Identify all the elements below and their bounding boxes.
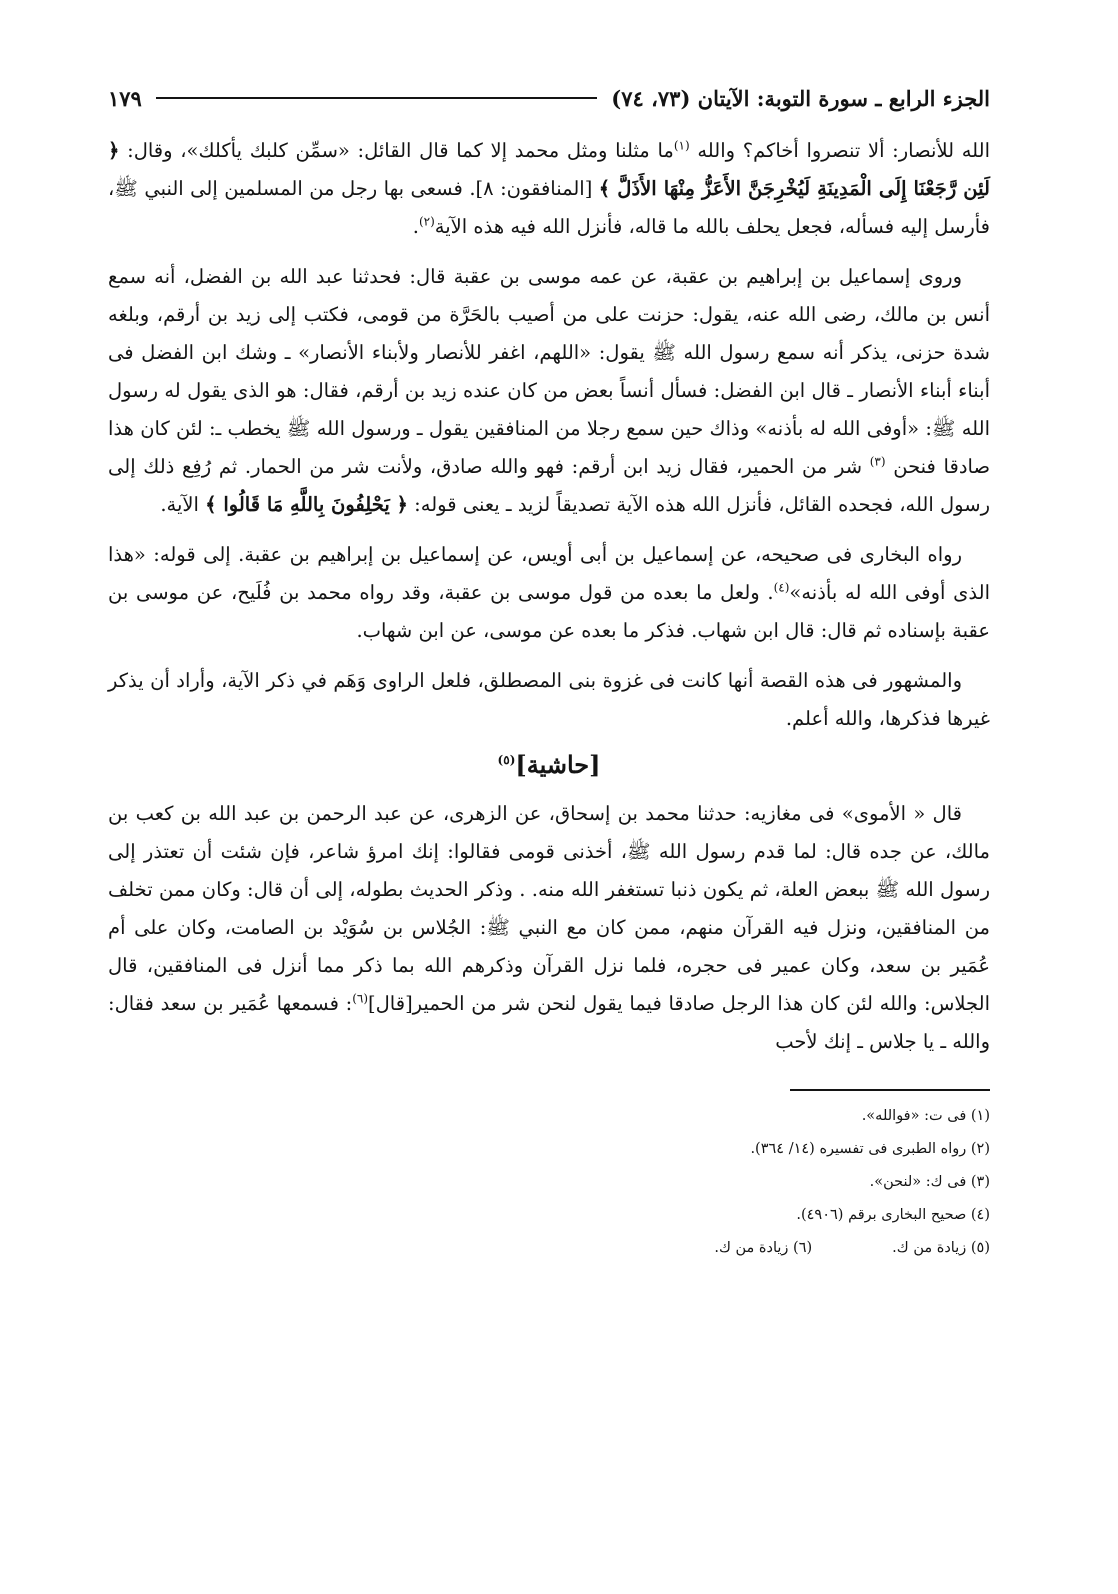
quran-verse: ﴿ لَئِن رَّجَعْنَا إِلَى الْمَدِينَةِ لَيُخْرِجَنَّ الأَعَزُّ مِنْهَا الأَذَلَّ ﴾ — [108, 139, 990, 200]
main-text — [108, 132, 990, 1061]
footnote-ref: (٦) — [352, 991, 369, 1006]
footnotes — [108, 1103, 990, 1262]
footnote-1: (١) فى ت: «فوالله». — [861, 1108, 990, 1124]
footnote-separator — [790, 1089, 990, 1091]
text-run: شر من الحمير، فقال زيد ابن أرقم: فهو والله صادق، ولأنت شر من الحمار. ثم رُفِع ذلك إلى رسول الله، فجحده القائل، فأنزل الله هذه الآية تصديقاً لزيد ـ يعنى قوله: — [108, 455, 990, 516]
footnote-3: (٣) فى ك: «لنحن». — [869, 1174, 990, 1190]
footnote-ref: (١) — [673, 138, 690, 153]
text-run: الله للأنصار: ألا تنصروا أخاكم؟ والله — [689, 139, 990, 162]
footnote-2: (٢) رواه الطبرى فى تفسيره (١٤/ ٣٦٤). — [750, 1141, 990, 1157]
text-run: رواه البخارى فى صحيحه، عن إسماعيل بن أبى أويس، عن إسماعيل بن إبراهيم بن عقبة. إلى قوله: «هذا الذى أوفى الله له بأذنه» — [108, 543, 991, 604]
paragraph-2 — [108, 258, 990, 524]
footnote-ref: (٣) — [869, 454, 886, 469]
footnote-ref: (٢) — [418, 214, 435, 229]
text-run: [المنافقون: ٨]. فسعى بها رجل من المسلمين إلى النبي ﷺ، فأرسل إليه فسأله، فجعل يحلف بالله ما قاله، فأنزل الله فيه هذه الآية — [108, 177, 990, 238]
heading-text: [حاشية] — [515, 750, 601, 779]
footnote-6: (٦) زيادة من ك. — [714, 1240, 813, 1256]
paragraph-3 — [108, 536, 990, 650]
text-run: : فسمعها عُمَير بن سعد فقال: والله ـ يا جلاس ـ إنك لأحب — [108, 992, 990, 1053]
running-header — [108, 78, 990, 118]
text-run: قال « الأموى» فى مغازيه: حدثنا محمد بن إسحاق، عن الزهرى، عن عبد الرحمن بن عبد الله بن كعب بن مالك، عن جده قال: لما قدم رسول الله ﷺ، أخذنى قومى فقالوا: إنك امرؤ شاعر، فإن شئت أن تعتذر إلى رسول الله ﷺ ببعض العلة، ثم يكون ذنبا تستغفر الله منه. . وذكر الحديث بطوله، إلى أن قال: وكان ممن تخلف من المنافقين، ونزل فيه القرآن منهم، ممن كان مع النبي ﷺ: الجُلاس بن سُوَيْد بن الصامت، وكان على أم عُمَير بن سعد، وكان عمير فى حجره، فلما نزل القرآن وذكرهم الله بما ذكر مما أنزل فى المنافقين، قال الجلاس: والله لئن كان هذا الرجل صادقا فيما يقول لنحن شر من الحمير[قال] — [108, 802, 991, 1015]
footnote-ref: (٥) — [497, 753, 516, 767]
text-run: وروى إسماعيل بن إبراهيم بن عقبة، عن عمه موسى بن عقبة قال: فحدثنا عبد الله بن الفضل، أنه سمع أنس بن مالك، رضى الله عنه، يقول: حزنت على من أصيب بالحَرَّة من قومى، فكتب إلى زيد بن أرقم، وبلغه شدة حزنى، يذكر أنه سمع رسول الله ﷺ يقول: «اللهم، اغفر للأنصار ولأبناء الأنصار» ـ وشك ابن الفضل فى أبناء أبناء الأنصار ـ قال ابن الفضل: فسأل أنساً بعض من كان عنده زيد بن أرقم، فقال: هو الذى يقول له رسول الله ﷺ: «أوفى الله له بأذنه» وذاك حين سمع رجلا من المنافقين يقول ـ ورسول الله ﷺ يخطب ـ: لئن كان هذا صادقا فنحن — [108, 265, 991, 478]
footnote-5: (٥) زيادة من ك. — [892, 1240, 990, 1256]
quran-verse: ﴿ يَحْلِفُونَ بِاللَّهِ مَا قَالُوا ﴾ — [205, 493, 408, 516]
footnote-ref: (٤) — [773, 580, 790, 595]
text-run: والمشهور فى هذه القصة أنها كانت فى غزوة بنى المصطلق، فلعل الراوى وَهَم في ذكر الآية، وأراد أن يذكر غيرها فذكرها، والله أعلم. — [108, 669, 990, 730]
page-number: ١٧٩ — [108, 85, 142, 111]
footnote-row — [108, 1235, 990, 1262]
section-heading — [108, 750, 990, 779]
header-rule — [156, 97, 597, 99]
text-run: ما مثلنا ومثل محمد إلا كما قال القائل: «سمِّن كلبك يأكلك»، وقال: — [119, 139, 674, 162]
text-run: الآية. — [160, 493, 206, 516]
header-title: الجزء الرابع ـ سورة التوبة: الآيتان (٧٣، ٧٤) — [611, 85, 990, 111]
text-run: . ولعل ما بعده من قول موسى بن عقبة، وقد رواه محمد بن فُلَيح، عن موسى بن عقبة بإسناده ثم قال: قال ابن شهاب. فذكر ما بعده عن موسى، عن ابن شهاب. — [108, 581, 990, 642]
paragraph-1 — [108, 132, 990, 246]
paragraph-4 — [108, 662, 990, 738]
footnote-4: (٤) صحيح البخارى برقم (٤٩٠٦). — [796, 1207, 990, 1223]
text-run: . — [412, 215, 419, 238]
hashiya-paragraph — [108, 795, 990, 1061]
